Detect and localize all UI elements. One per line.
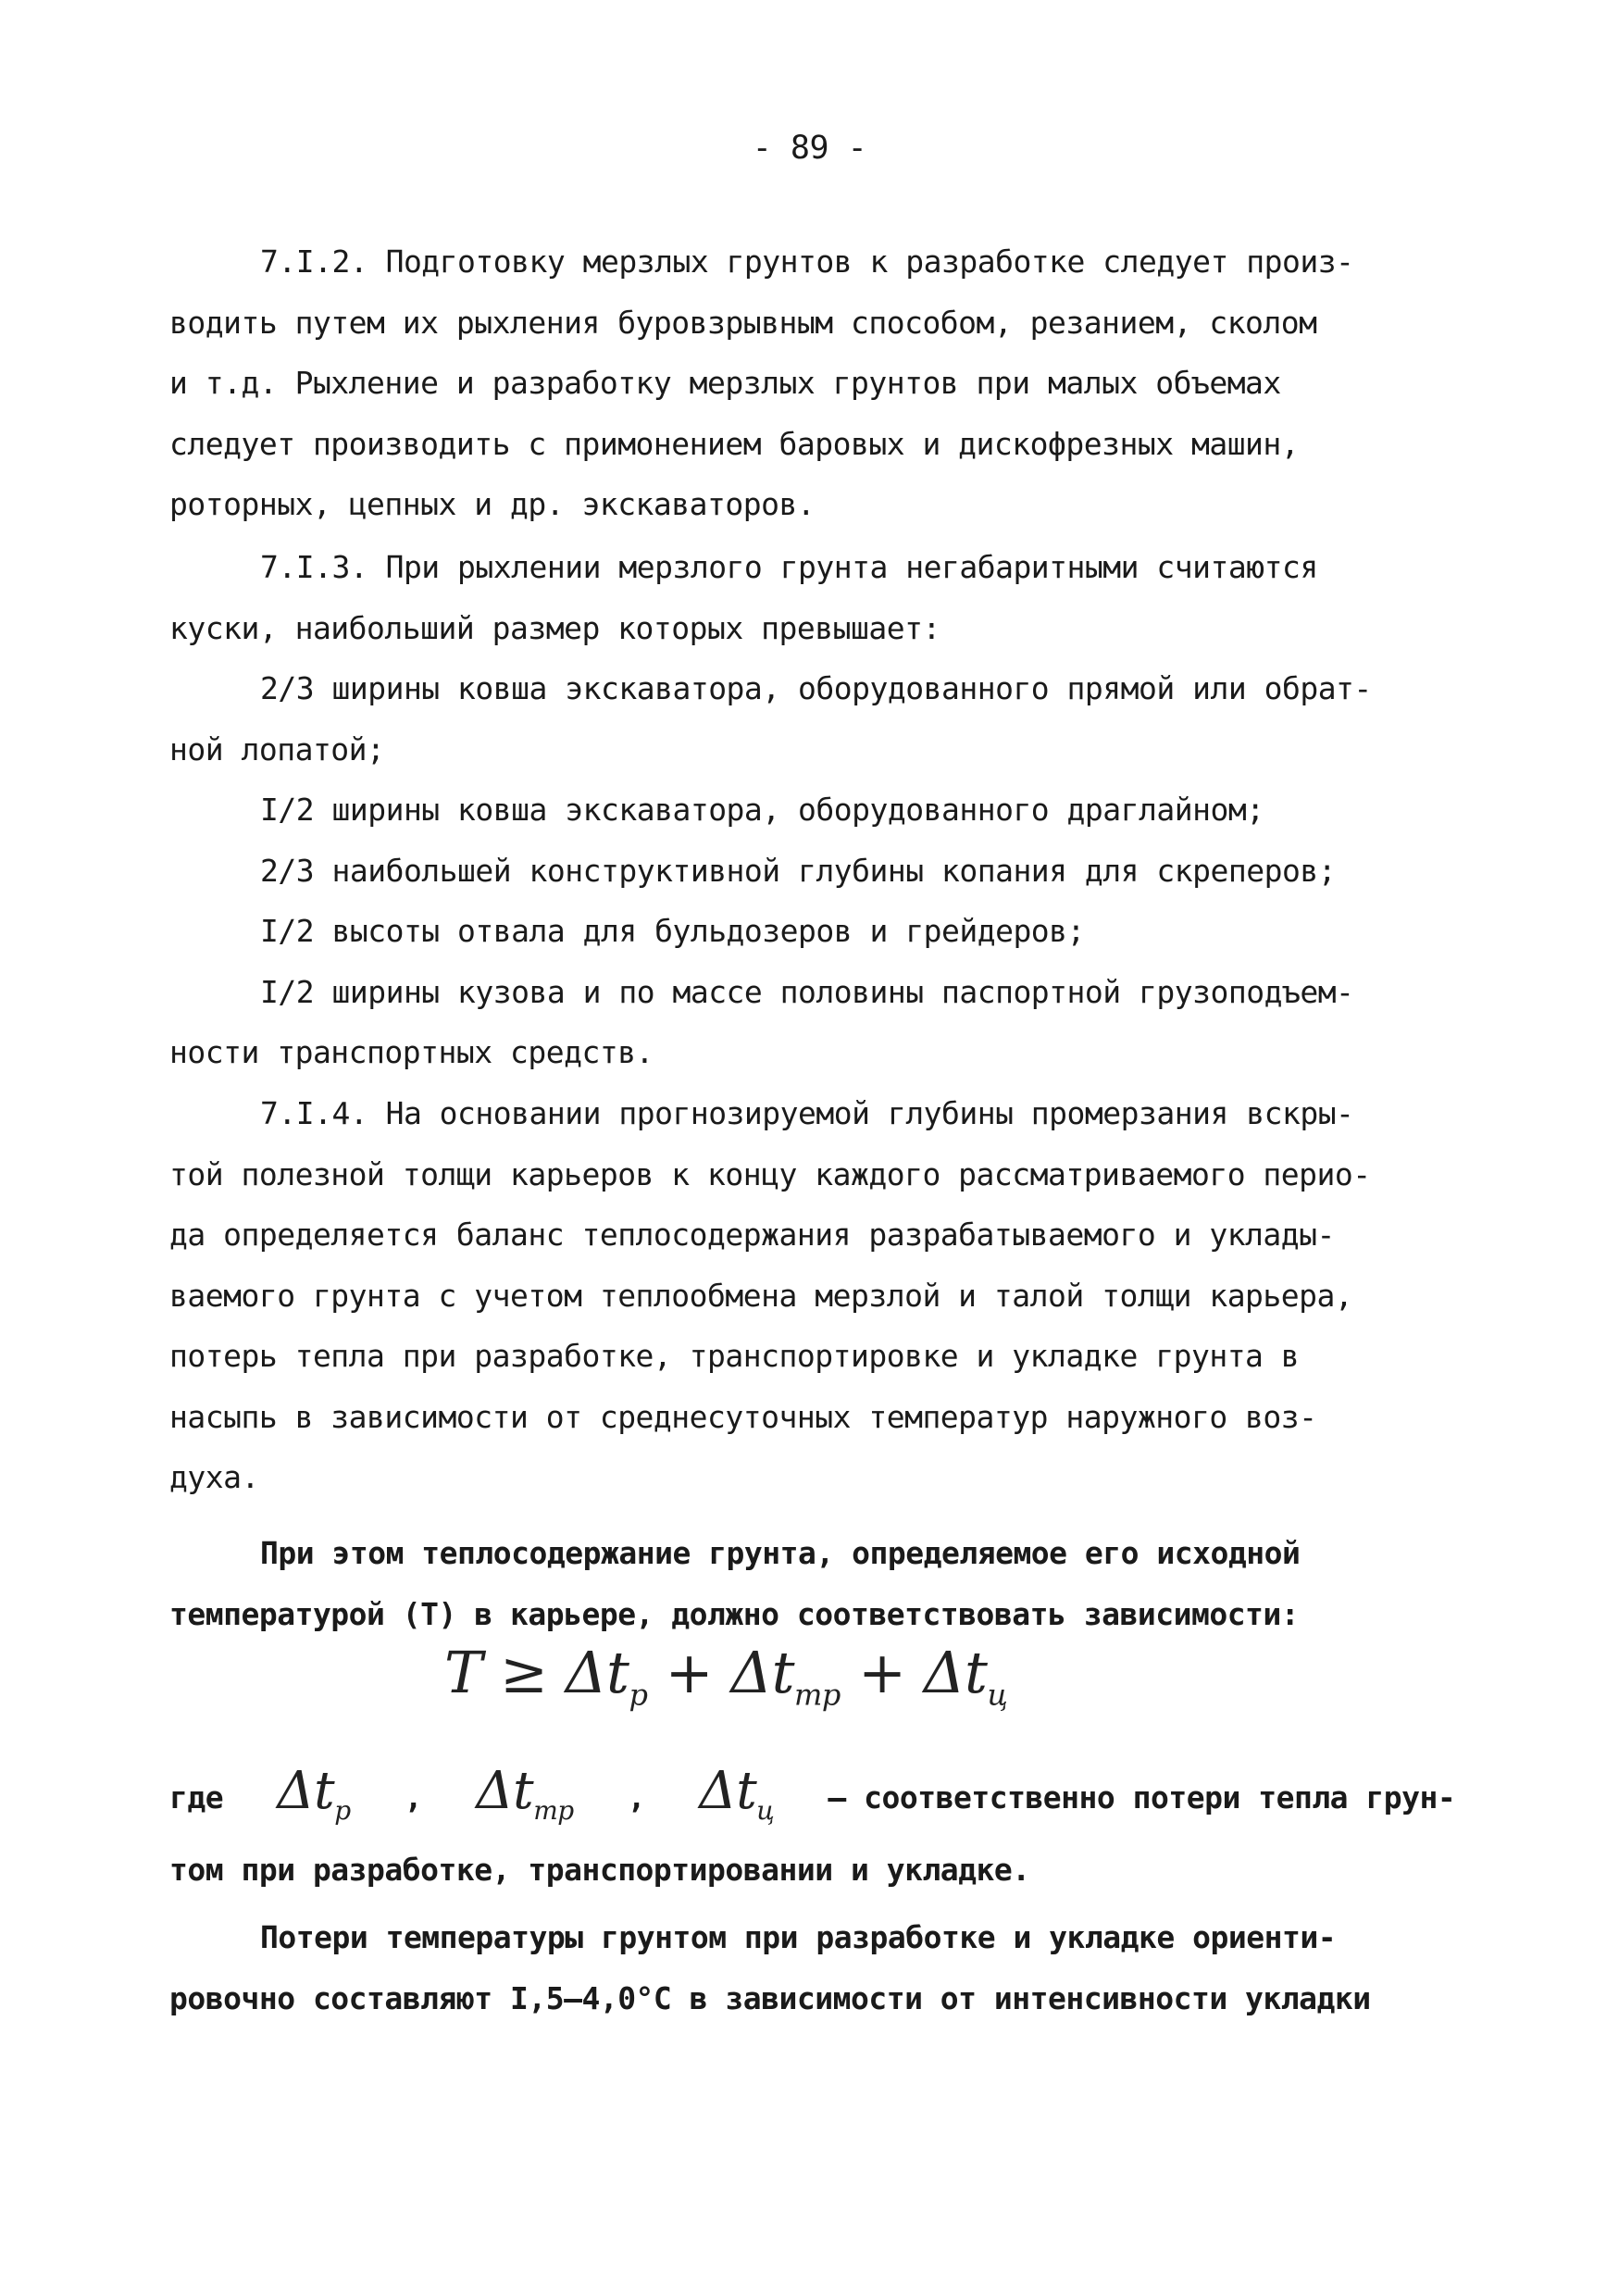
list-item: I/2 ширины ковша экскаватора, оборудованного драглайном; [260,792,1264,828]
list-item: 2/3 наибольшей конструктивной глубины копания для скреперов; [260,852,1337,889]
page-number: - 89 - [752,130,867,167]
formula-sub: тр [794,1677,841,1713]
formula-sub: ц [987,1677,1008,1713]
paragraph-7-1-2 [169,231,1447,535]
text-line: 7.I.3. При рыхлении мерзлого грунта негабаритными считаются [260,549,1318,585]
formula-delta: Δ [565,1639,607,1706]
formula-plus: + [858,1639,906,1706]
text-line: духа. [169,1459,259,1495]
text-line: следует производить с примонением баровых и дискофрезных машин, [169,425,1300,462]
formula-t: t [771,1639,795,1706]
text-line: и т.д. Рыхление и разработку мерзлых грунтов при малых объемах [169,365,1281,401]
text-line: 7.I.4. На основании прогнозируемой глубины промерзания вскры- [260,1095,1354,1131]
where-text-continuation: том при разработке, транспортировании и укладке. [169,1852,1030,1889]
formula-t: t [606,1639,629,1706]
where-text: – соответственно потери тепла грун- [828,1779,1456,1816]
text-line: роторных, цепных и др. экскаваторов. [169,486,816,522]
text-line: той полезной толщи карьеров к концу каждого рассматриваемого перио- [169,1155,1371,1192]
text-line: водить путем их рыхления буровзрывным способом, резанием, сколом [169,304,1317,341]
list-item-continuation: ности транспортных средств. [169,1034,654,1070]
text-line: 7.I.2. Подготовку мерзлых грунтов к разработке следует произ- [260,243,1354,280]
formula-sub: р [629,1677,648,1713]
text-line: насыпь в зависимости от среднесуточных температур наружного воз- [169,1398,1317,1435]
formula-delta: Δ [730,1639,772,1706]
formula-lhs: T [444,1639,482,1706]
text-line: ваемого грунта с учетом теплообмена мерзлой и талой толщи карьера, [169,1277,1353,1314]
paragraph-condition [169,1523,1447,1644]
text-line: При этом теплосодержание грунта, определяемое его исходной [260,1535,1301,1571]
paragraph-7-1-4 [169,1083,1447,1508]
formula [444,1639,1007,1731]
formula-delta: Δ [923,1639,965,1706]
formula-t: t [965,1639,988,1706]
formula-plus: + [665,1639,714,1706]
symbol-dt-u: $\Delta t_ц$ [699,1761,775,1827]
symbol-dt-tr: $\Delta t_{тр}$ [476,1761,574,1827]
symbol-dt-p: $\Delta t_р$ [277,1761,351,1827]
where-word: где [169,1779,224,1816]
paragraph-7-1-3 [169,537,1447,658]
list-oversize-criteria [169,658,1447,1083]
formula-op: ≥ [500,1639,548,1706]
list-item: I/2 ширины кузова и по массе половины паспортной грузоподъем- [260,973,1354,1010]
text-line: да определяется баланс теплосодержания разрабатываемого и уклады- [169,1217,1335,1253]
list-item: I/2 высоты отвала для бульдозеров и грейдеров; [260,913,1085,949]
text-line: Потери температуры грунтом при разработке и укладке ориенти- [260,1919,1337,1955]
text-line: температурой (Т) в карьере, должно соответствовать зависимости: [169,1595,1300,1632]
separator: , [404,1779,423,1816]
text-line: потерь тепла при разработке, транспортировке и укладке грунта в [169,1338,1300,1374]
separator: , [627,1779,646,1816]
paragraph-losses [169,1907,1447,2028]
where-clause [169,1759,1456,1897]
text-line: ровочно составляют I,5–4,0°С в зависимости от интенсивности укладки [169,1979,1371,2016]
text-line: куски, наибольший размер которых превышает: [169,609,940,646]
list-item: 2/3 ширины ковша экскаватора, оборудованного прямой или обрат- [260,670,1372,706]
list-item-continuation: ной лопатой; [169,730,385,767]
